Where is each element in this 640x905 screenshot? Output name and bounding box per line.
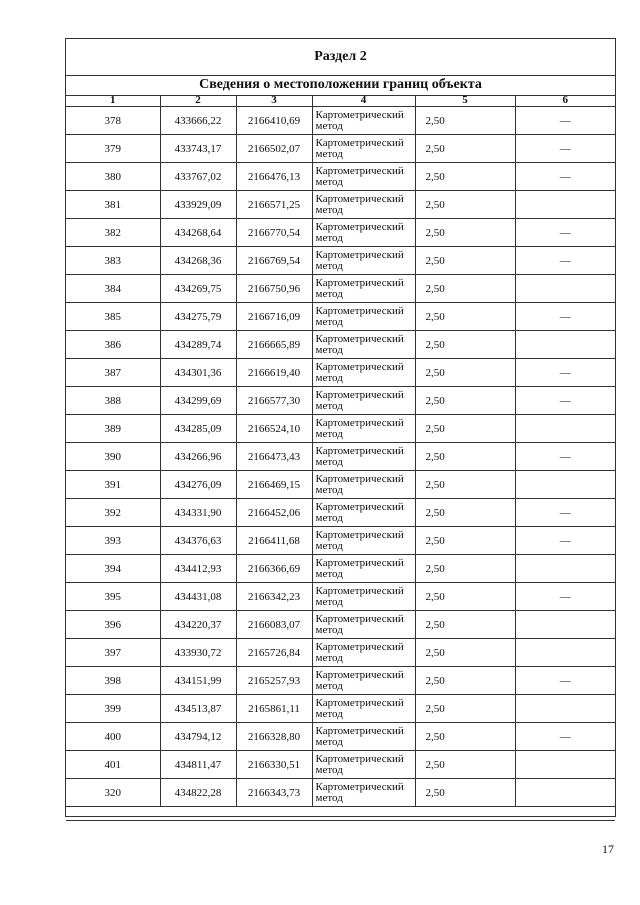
- note-cell: —: [515, 219, 615, 247]
- precision-cell: 2,50: [415, 779, 515, 807]
- precision-cell: 2,50: [415, 499, 515, 527]
- y-coordinate-cell: 2166619,40: [236, 359, 312, 387]
- method-cell: Картометрический метод: [312, 247, 415, 275]
- method-cell: Картометрический метод: [312, 359, 415, 387]
- point-number-cell: 399: [66, 695, 160, 723]
- y-coordinate-cell: 2166770,54: [236, 219, 312, 247]
- y-coordinate-cell: 2166769,54: [236, 247, 312, 275]
- y-coordinate-cell: 2166524,10: [236, 415, 312, 443]
- method-cell: Картометрический метод: [312, 779, 415, 807]
- y-coordinate-cell: 2165726,84: [236, 639, 312, 667]
- column-number: 6: [515, 95, 615, 107]
- method-cell: Картометрический метод: [312, 499, 415, 527]
- y-coordinate-cell: 2166571,25: [236, 191, 312, 219]
- column-number: 4: [312, 95, 415, 107]
- note-cell: —: [515, 135, 615, 163]
- y-coordinate-cell: 2166410,69: [236, 107, 312, 135]
- x-coordinate-cell: 434268,64: [160, 219, 236, 247]
- y-coordinate-cell: 2166473,43: [236, 443, 312, 471]
- x-coordinate-cell: 434151,99: [160, 667, 236, 695]
- method-cell: Картометрический метод: [312, 695, 415, 723]
- table-row: [66, 751, 615, 779]
- x-coordinate-cell: 433666,22: [160, 107, 236, 135]
- point-number-cell: 391: [66, 471, 160, 499]
- method-cell: Картометрический метод: [312, 191, 415, 219]
- x-coordinate-cell: 433767,02: [160, 163, 236, 191]
- x-coordinate-cell: 434376,63: [160, 527, 236, 555]
- table-row: [66, 695, 615, 723]
- precision-cell: 2,50: [415, 387, 515, 415]
- x-coordinate-cell: 433743,17: [160, 135, 236, 163]
- precision-cell: 2,50: [415, 415, 515, 443]
- point-number-cell: 395: [66, 583, 160, 611]
- note-cell: [515, 275, 615, 303]
- precision-cell: 2,50: [415, 331, 515, 359]
- column-number: 3: [236, 95, 312, 107]
- table-row: [66, 359, 615, 387]
- note-cell: [515, 751, 615, 779]
- x-coordinate-cell: 434299,69: [160, 387, 236, 415]
- point-number-cell: 378: [66, 107, 160, 135]
- table-row: [66, 163, 615, 191]
- method-cell: Картометрический метод: [312, 723, 415, 751]
- note-cell: —: [515, 527, 615, 555]
- table-row: [66, 639, 615, 667]
- method-cell: Картометрический метод: [312, 303, 415, 331]
- note-cell: —: [515, 303, 615, 331]
- y-coordinate-cell: 2166577,30: [236, 387, 312, 415]
- x-coordinate-cell: 434811,47: [160, 751, 236, 779]
- point-number-cell: 394: [66, 555, 160, 583]
- point-number-cell: 382: [66, 219, 160, 247]
- method-cell: Картометрический метод: [312, 471, 415, 499]
- method-cell: Картометрический метод: [312, 275, 415, 303]
- table-row: [66, 191, 615, 219]
- point-number-cell: 392: [66, 499, 160, 527]
- note-cell: [515, 191, 615, 219]
- point-number-cell: 379: [66, 135, 160, 163]
- method-cell: Картометрический метод: [312, 611, 415, 639]
- note-cell: —: [515, 443, 615, 471]
- precision-cell: 2,50: [415, 611, 515, 639]
- point-number-cell: 401: [66, 751, 160, 779]
- method-cell: Картометрический метод: [312, 415, 415, 443]
- table-row: [66, 275, 615, 303]
- method-cell: Картометрический метод: [312, 107, 415, 135]
- y-coordinate-cell: 2166083,07: [236, 611, 312, 639]
- x-coordinate-cell: 433929,09: [160, 191, 236, 219]
- table-row: [66, 723, 615, 751]
- precision-cell: 2,50: [415, 695, 515, 723]
- x-coordinate-cell: 434220,37: [160, 611, 236, 639]
- precision-cell: 2,50: [415, 303, 515, 331]
- note-cell: [515, 639, 615, 667]
- table-row: [66, 443, 615, 471]
- note-cell: [515, 415, 615, 443]
- x-coordinate-cell: 434794,12: [160, 723, 236, 751]
- precision-cell: 2,50: [415, 443, 515, 471]
- y-coordinate-cell: 2166476,13: [236, 163, 312, 191]
- table-row: [66, 303, 615, 331]
- method-cell: Картометрический метод: [312, 135, 415, 163]
- note-cell: —: [515, 163, 615, 191]
- x-coordinate-cell: 434289,74: [160, 331, 236, 359]
- x-coordinate-cell: 433930,72: [160, 639, 236, 667]
- boundary-coordinates-table: [66, 95, 615, 821]
- column-number-row: [66, 95, 615, 107]
- precision-cell: 2,50: [415, 471, 515, 499]
- x-coordinate-cell: 434301,36: [160, 359, 236, 387]
- table-row: [66, 499, 615, 527]
- note-cell: —: [515, 387, 615, 415]
- point-number-cell: 388: [66, 387, 160, 415]
- point-number-cell: 389: [66, 415, 160, 443]
- precision-cell: 2,50: [415, 583, 515, 611]
- point-number-cell: 380: [66, 163, 160, 191]
- y-coordinate-cell: 2166502,07: [236, 135, 312, 163]
- x-coordinate-cell: 434513,87: [160, 695, 236, 723]
- note-cell: —: [515, 247, 615, 275]
- note-cell: —: [515, 107, 615, 135]
- y-coordinate-cell: 2166330,51: [236, 751, 312, 779]
- x-coordinate-cell: 434412,93: [160, 555, 236, 583]
- precision-cell: 2,50: [415, 275, 515, 303]
- point-number-cell: 387: [66, 359, 160, 387]
- y-coordinate-cell: 2166411,68: [236, 527, 312, 555]
- point-number-cell: 320: [66, 779, 160, 807]
- table-row: [66, 247, 615, 275]
- note-cell: [515, 779, 615, 807]
- y-coordinate-cell: 2166716,09: [236, 303, 312, 331]
- precision-cell: 2,50: [415, 191, 515, 219]
- y-coordinate-cell: 2166328,80: [236, 723, 312, 751]
- table-row: [66, 555, 615, 583]
- y-coordinate-cell: 2166469,15: [236, 471, 312, 499]
- section-subtitle: Сведения о местоположении границ объекта: [66, 75, 615, 96]
- precision-cell: 2,50: [415, 163, 515, 191]
- precision-cell: 2,50: [415, 359, 515, 387]
- y-coordinate-cell: 2165257,93: [236, 667, 312, 695]
- note-cell: —: [515, 359, 615, 387]
- precision-cell: 2,50: [415, 107, 515, 135]
- table-row: [66, 667, 615, 695]
- table-row: [66, 611, 615, 639]
- x-coordinate-cell: 434331,90: [160, 499, 236, 527]
- method-cell: Картометрический метод: [312, 639, 415, 667]
- point-number-cell: 397: [66, 639, 160, 667]
- table-row: [66, 387, 615, 415]
- empty-cell: [66, 807, 615, 821]
- precision-cell: 2,50: [415, 527, 515, 555]
- y-coordinate-cell: 2166750,96: [236, 275, 312, 303]
- point-number-cell: 398: [66, 667, 160, 695]
- method-cell: Картометрический метод: [312, 387, 415, 415]
- column-number: 1: [66, 95, 160, 107]
- table-row: [66, 331, 615, 359]
- column-number: 5: [415, 95, 515, 107]
- column-number: 2: [160, 95, 236, 107]
- page-number: 17: [602, 842, 614, 856]
- y-coordinate-cell: 2166343,73: [236, 779, 312, 807]
- note-cell: [515, 555, 615, 583]
- method-cell: Картометрический метод: [312, 163, 415, 191]
- y-coordinate-cell: 2166342,23: [236, 583, 312, 611]
- table-row: [66, 135, 615, 163]
- y-coordinate-cell: 2166665,89: [236, 331, 312, 359]
- y-coordinate-cell: 2165861,11: [236, 695, 312, 723]
- method-cell: Картометрический метод: [312, 555, 415, 583]
- precision-cell: 2,50: [415, 723, 515, 751]
- table-row: [66, 107, 615, 135]
- method-cell: Картометрический метод: [312, 667, 415, 695]
- document-frame: [65, 38, 616, 817]
- x-coordinate-cell: 434276,09: [160, 471, 236, 499]
- precision-cell: 2,50: [415, 667, 515, 695]
- precision-cell: 2,50: [415, 555, 515, 583]
- empty-row: [66, 807, 615, 821]
- precision-cell: 2,50: [415, 247, 515, 275]
- x-coordinate-cell: 434268,36: [160, 247, 236, 275]
- x-coordinate-cell: 434822,28: [160, 779, 236, 807]
- y-coordinate-cell: 2166366,69: [236, 555, 312, 583]
- point-number-cell: 383: [66, 247, 160, 275]
- point-number-cell: 390: [66, 443, 160, 471]
- point-number-cell: 384: [66, 275, 160, 303]
- table-row: [66, 471, 615, 499]
- note-cell: [515, 331, 615, 359]
- note-cell: —: [515, 667, 615, 695]
- note-cell: [515, 695, 615, 723]
- x-coordinate-cell: 434285,09: [160, 415, 236, 443]
- x-coordinate-cell: 434431,08: [160, 583, 236, 611]
- point-number-cell: 396: [66, 611, 160, 639]
- table-row: [66, 219, 615, 247]
- note-cell: [515, 611, 615, 639]
- method-cell: Картометрический метод: [312, 443, 415, 471]
- y-coordinate-cell: 2166452,06: [236, 499, 312, 527]
- table-row: [66, 415, 615, 443]
- method-cell: Картометрический метод: [312, 583, 415, 611]
- method-cell: Картометрический метод: [312, 751, 415, 779]
- point-number-cell: 393: [66, 527, 160, 555]
- note-cell: [515, 471, 615, 499]
- note-cell: —: [515, 583, 615, 611]
- method-cell: Картометрический метод: [312, 527, 415, 555]
- precision-cell: 2,50: [415, 219, 515, 247]
- precision-cell: 2,50: [415, 135, 515, 163]
- section-title: Раздел 2: [66, 39, 615, 76]
- point-number-cell: 385: [66, 303, 160, 331]
- x-coordinate-cell: 434269,75: [160, 275, 236, 303]
- x-coordinate-cell: 434266,96: [160, 443, 236, 471]
- point-number-cell: 381: [66, 191, 160, 219]
- note-cell: —: [515, 723, 615, 751]
- method-cell: Картометрический метод: [312, 219, 415, 247]
- precision-cell: 2,50: [415, 639, 515, 667]
- note-cell: —: [515, 499, 615, 527]
- table-row: [66, 583, 615, 611]
- table-row: [66, 527, 615, 555]
- precision-cell: 2,50: [415, 751, 515, 779]
- point-number-cell: 386: [66, 331, 160, 359]
- point-number-cell: 400: [66, 723, 160, 751]
- table-row: [66, 779, 615, 807]
- x-coordinate-cell: 434275,79: [160, 303, 236, 331]
- method-cell: Картометрический метод: [312, 331, 415, 359]
